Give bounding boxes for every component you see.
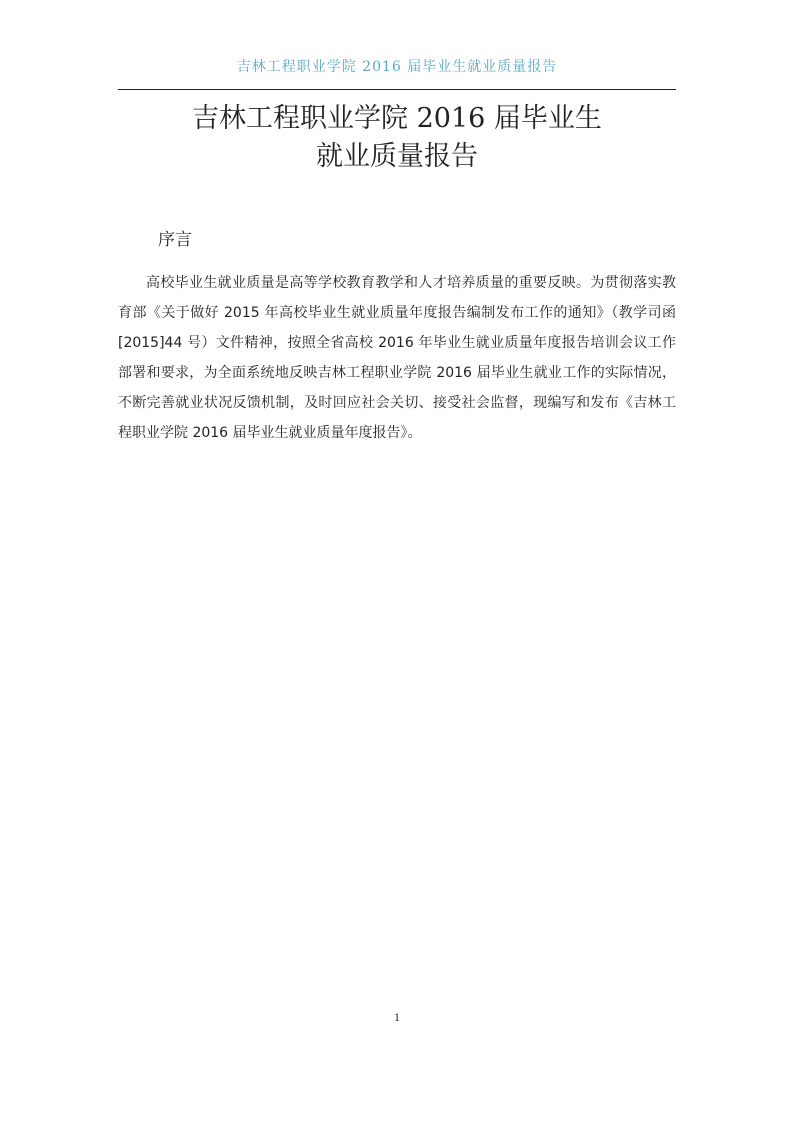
document-title (118, 100, 676, 176)
running-header: 吉林工程职业学院 2016 届毕业生就业质量报告 (236, 59, 558, 75)
header-divider (118, 89, 676, 90)
preface-heading: 序言 (158, 230, 192, 250)
document-title-line-1: 吉林工程职业学院 2016 届毕业生 (192, 103, 602, 134)
page-number: 1 (394, 1010, 400, 1024)
document-title-line-2: 就业质量报告 (316, 141, 478, 172)
preface-paragraph: 高校毕业生就业质量是高等学校教育教学和人才培养质量的重要反映。为贯彻落实教育部《关于做好 2015 年高校毕业生就业质量年度报告编制发布工作的通知》（教学司函[2015]44 号）文件精神，按照全省高校 2016 年毕业生就业质量年度报告培训会议工作部署和要求，为全面系统地反映吉林工程职业学院 2016 届毕业生就业工作的实际情况，不断完善就业状况反馈机制，及时回应社会关切、接受社会监督，现编写和发布《吉林工程职业学院 2016 届毕业生就业质量年度报告》。 (118, 275, 676, 441)
